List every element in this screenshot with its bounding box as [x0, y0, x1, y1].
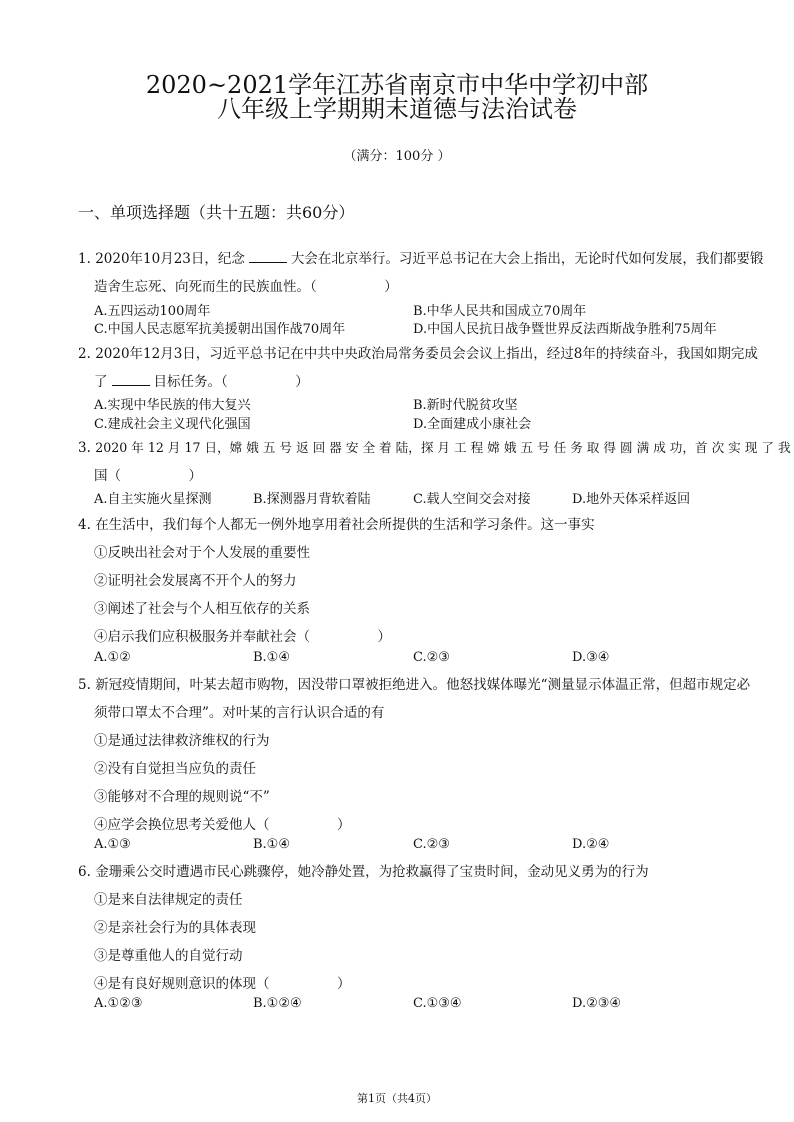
option-b: B.中华人民共和国成立70周年	[413, 304, 587, 319]
question-3-line2: 国（ ）	[94, 468, 202, 484]
fill-blank	[249, 251, 287, 263]
statement-item: ①是通过法律救济维权的行为	[94, 733, 270, 749]
option-c: C.载人空间交会对接	[413, 492, 531, 507]
statement-item: ①反映出社会对于个人发展的重要性	[94, 545, 310, 561]
option-b: B.①②④	[253, 996, 302, 1011]
question-number: 1.	[78, 251, 91, 267]
page-footer: 第1页（共4页）	[357, 1092, 437, 1105]
question-text: 了	[94, 374, 108, 390]
option-c: C.中国人民志愿军抗美援朝出国作战70周年	[94, 322, 346, 337]
question-text: 新冠疫情期间，叶某去超市购物，因没带口罩被拒绝进入。他怒找媒体曝光“测量显示体温正常，但超市规定必	[95, 677, 751, 693]
option-c: C.建成社会主义现代化强国	[94, 417, 251, 432]
option-a: A.实现中华民族的伟大复兴	[94, 398, 251, 413]
question-text: 大会在北京举行。习近平总书记在大会上指出，无论时代如何发展，我们都要锻	[290, 251, 764, 267]
question-number: 3.	[78, 440, 91, 456]
statement-item: ①是来自法律规定的责任	[94, 892, 243, 908]
question-text: 2020年10月23日，纪念	[95, 251, 245, 267]
option-d: D.②④	[572, 837, 610, 852]
question-text: 金珊乘公交时遭遇市民心跳骤停，她冷静处置，为抢救赢得了宝贵时间，金动见义勇为的行为	[95, 864, 649, 880]
question-2-line1	[78, 342, 758, 362]
option-a: A.①③	[94, 837, 131, 852]
question-text: 2020年12月3日，习近平总书记在中共中央政治局常务委员会会议上指出，经过8年的持续奋斗，我国如期完成	[95, 346, 758, 362]
option-c: C.②③	[413, 837, 450, 852]
question-text: 在生活中，我们每个人都无一例外地享用着社会所提供的生活和学习条件。这一事实	[95, 517, 595, 533]
fill-blank	[112, 374, 150, 386]
option-d: D.③④	[572, 650, 610, 665]
option-d: D.地外天体采样返回	[572, 492, 691, 507]
question-5-line1	[78, 673, 750, 693]
section-heading: 一、单项选择题（共十五题：共60分）	[78, 203, 355, 222]
option-c: C.②③	[413, 650, 450, 665]
question-4-line1	[78, 513, 595, 533]
question-5-line2: 须带口罩太不合理”。对叶某的言行认识合适的有	[94, 705, 385, 721]
question-1-line2: 造舍生忘死、向死而生的民族血性。（ ）	[94, 279, 398, 295]
question-number: 2.	[78, 346, 91, 362]
question-1-line1	[78, 247, 763, 267]
question-2-line2	[94, 370, 309, 390]
question-number: 6.	[78, 864, 91, 880]
document-title-line2: 八年级上学期期末道德与法治试卷	[217, 95, 577, 123]
question-text: 2020 年 12 月 17 日，嫦 娥 五 号 返 回 器 安 全 着 陆，探 月 工 程 嫦 娥 五 号 任 务 取 得 圆 满 成 功，首 次 实 现 了 我	[95, 440, 791, 455]
statement-item: ③阐述了社会与个人相互依存的关系	[94, 601, 310, 617]
statement-item: ②没有自觉担当应负的责任	[94, 761, 256, 777]
option-a: A.自主实施火星探测	[94, 492, 212, 507]
option-a: A.①②③	[94, 996, 143, 1011]
question-3-line1	[78, 437, 791, 456]
question-number: 4.	[78, 517, 91, 533]
statement-item: ④是有良好规则意识的体现（ ）	[94, 976, 351, 992]
option-d: D.全面建成小康社会	[413, 417, 532, 432]
statement-item: ④应学会换位思考关爱他人（ ）	[94, 817, 351, 833]
question-text: 目标任务。（ ）	[153, 374, 309, 390]
score-note: （满分：100分 ）	[343, 149, 451, 164]
option-a: A.五四运动100周年	[94, 304, 211, 319]
option-b: B.探测器月背软着陆	[253, 492, 371, 507]
document-title-line1: 2020~2021学年江苏省南京市中华中学初中部	[145, 71, 649, 99]
option-b: B.①④	[253, 650, 290, 665]
option-a: A.①②	[94, 650, 131, 665]
option-b: B.新时代脱贫攻坚	[413, 398, 518, 413]
option-d: D.②③④	[572, 996, 622, 1011]
statement-item: ③是尊重他人的自觉行动	[94, 948, 243, 964]
statement-item: ②证明社会发展离不开个人的努力	[94, 573, 297, 589]
option-c: C.①③④	[413, 996, 462, 1011]
statement-item: ②是亲社会行为的具体表现	[94, 920, 256, 936]
option-b: B.①④	[253, 837, 290, 852]
question-number: 5.	[78, 677, 91, 693]
statement-item: ③能够对不合理的规则说“不”	[94, 789, 270, 805]
question-6-line1	[78, 860, 649, 880]
option-d: D.中国人民抗日战争暨世界反法西斯战争胜利75周年	[413, 322, 717, 337]
statement-item: ④启示我们应积极服务并奉献社会（ ）	[94, 629, 391, 645]
